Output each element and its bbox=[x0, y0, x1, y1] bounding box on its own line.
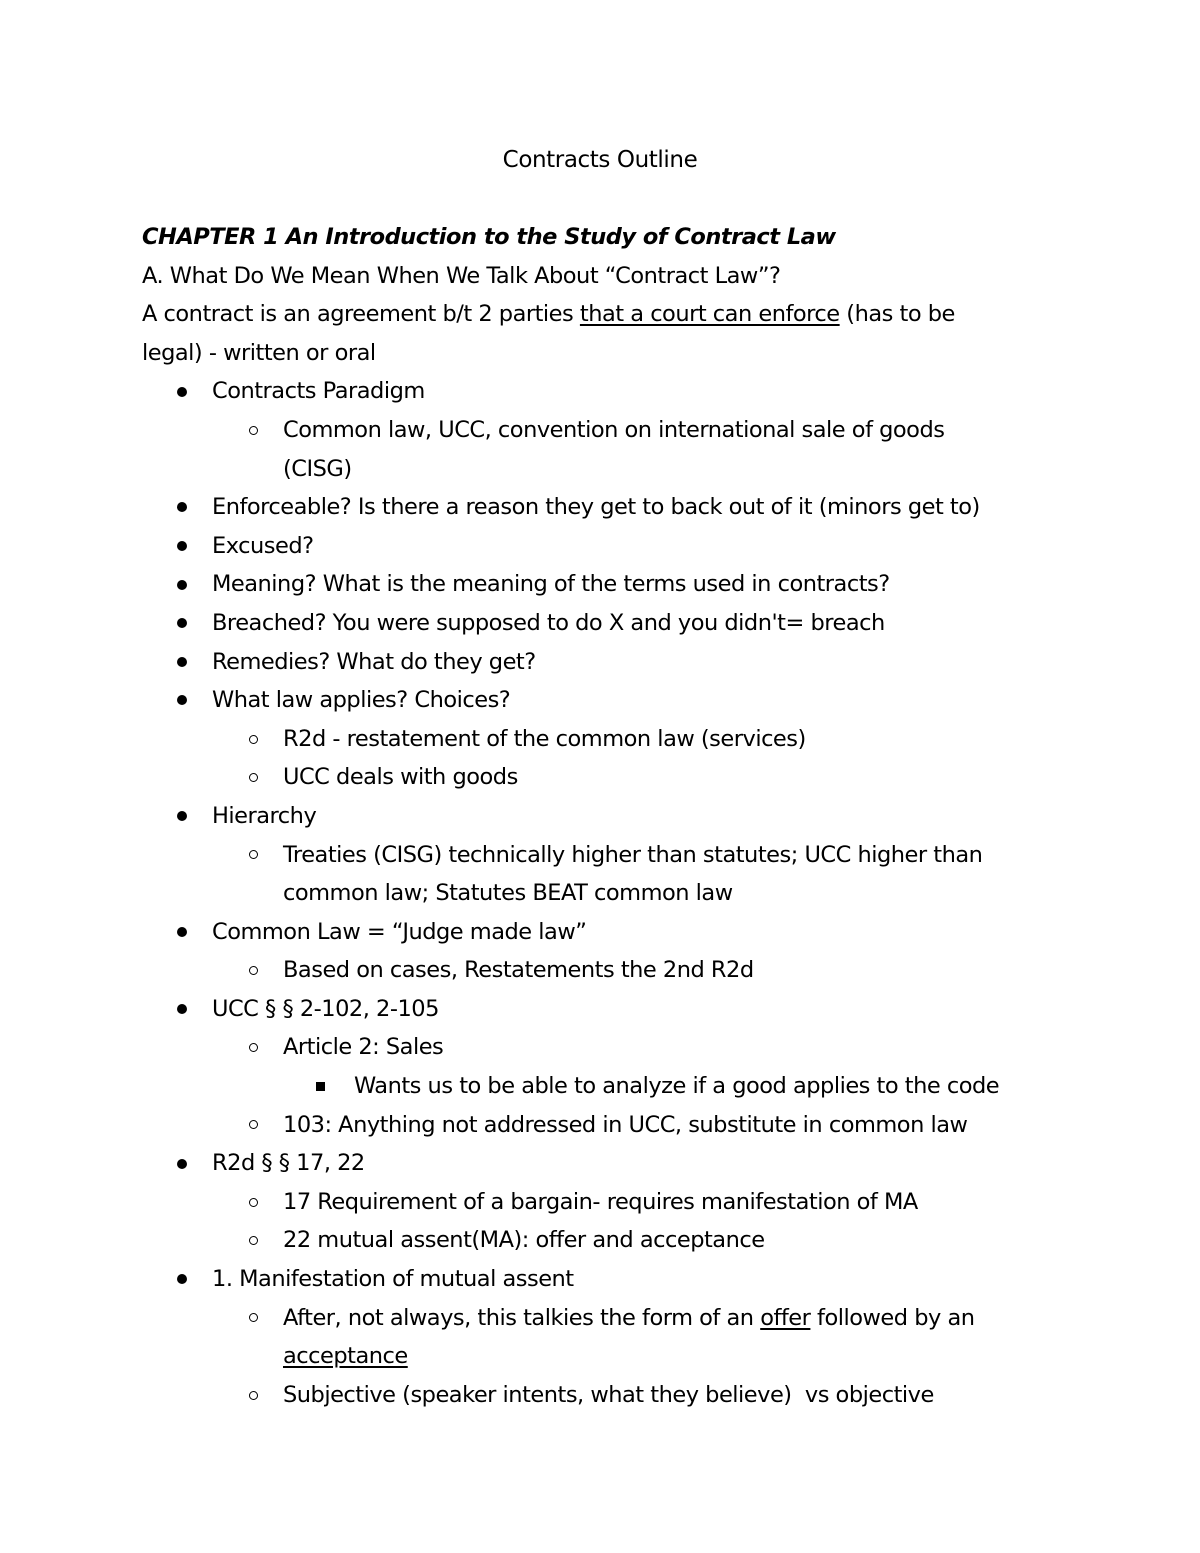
bullet-circle-icon bbox=[249, 1028, 258, 1067]
list-item-text: Based on cases, Restatements the 2nd R2d bbox=[283, 957, 754, 984]
section-heading: A. What Do We Mean When We Talk About “Contract Law”? bbox=[142, 262, 781, 289]
list-item bbox=[142, 720, 1062, 759]
list-item-continuation: (CISG) bbox=[283, 455, 352, 482]
list-item-text-part: After, not always, this talkies the form of an bbox=[283, 1304, 761, 1331]
list-item bbox=[142, 372, 1062, 411]
bullet-dot-icon bbox=[177, 565, 187, 604]
underlined-term-offer: offer bbox=[760, 1304, 811, 1331]
list-item bbox=[142, 990, 1062, 1029]
list-item-text bbox=[283, 1305, 975, 1331]
list-item-text: Article 2: Sales bbox=[283, 1034, 444, 1061]
bullet-circle-icon bbox=[249, 1299, 258, 1338]
list-item-text-part: followed by an bbox=[810, 1304, 975, 1331]
list-item-text: Remedies? What do they get? bbox=[212, 648, 536, 675]
list-item bbox=[142, 1299, 1062, 1338]
list-item bbox=[142, 1260, 1062, 1299]
list-item bbox=[142, 1144, 1062, 1183]
bullet-circle-icon bbox=[249, 758, 258, 797]
list-item bbox=[142, 527, 1062, 566]
list-item-text: Excused? bbox=[212, 532, 314, 559]
list-item bbox=[142, 1183, 1062, 1222]
bullet-circle-icon bbox=[249, 411, 258, 450]
bullet-dot-icon bbox=[177, 913, 187, 952]
bullet-circle-icon bbox=[249, 836, 258, 875]
list-item-text: UCC deals with goods bbox=[283, 764, 518, 791]
list-item bbox=[142, 951, 1062, 990]
list-item bbox=[142, 604, 1062, 643]
list-item-text: Contracts Paradigm bbox=[212, 378, 425, 405]
list-item-text: 103: Anything not addressed in UCC, substitute in common law bbox=[283, 1111, 968, 1138]
bullet-circle-icon bbox=[249, 720, 258, 759]
list-item-text: 17 Requirement of a bargain- requires manifestation of MA bbox=[283, 1188, 918, 1215]
bullet-dot-icon bbox=[177, 1144, 187, 1183]
bullet-circle-icon bbox=[249, 1221, 258, 1260]
list-item bbox=[142, 797, 1062, 836]
document-body bbox=[142, 218, 1062, 1414]
bullet-dot-icon bbox=[177, 604, 187, 643]
list-item bbox=[142, 565, 1062, 604]
bullet-dot-icon bbox=[177, 372, 187, 411]
bullet-dot-icon bbox=[177, 1260, 187, 1299]
list-item bbox=[142, 1106, 1062, 1145]
bullet-circle-icon bbox=[249, 1106, 258, 1145]
list-item-text: Wants us to be able to analyze if a good applies to the code bbox=[354, 1073, 1000, 1100]
bullet-dot-icon bbox=[177, 990, 187, 1029]
list-item-text: 22 mutual assent(MA): offer and acceptance bbox=[283, 1227, 765, 1254]
bullet-dot-icon bbox=[177, 643, 187, 682]
intro-paragraph-line-2: legal) - written or oral bbox=[142, 339, 376, 366]
list-item bbox=[142, 758, 1062, 797]
bullet-dot-icon bbox=[177, 681, 187, 720]
intro-paragraph-line-1 bbox=[142, 295, 1062, 334]
list-item bbox=[142, 913, 1062, 952]
intro-text-continued: (has to be bbox=[839, 301, 955, 328]
list-item bbox=[142, 1376, 1062, 1415]
list-item bbox=[142, 411, 1062, 450]
bullet-dot-icon bbox=[177, 527, 187, 566]
bullet-circle-icon bbox=[249, 1376, 258, 1415]
bullet-circle-icon bbox=[249, 1183, 258, 1222]
list-item bbox=[142, 643, 1062, 682]
bullet-dot-icon bbox=[177, 488, 187, 527]
list-item-text: What law applies? Choices? bbox=[212, 687, 511, 714]
bullet-circle-icon bbox=[249, 951, 258, 990]
list-item bbox=[142, 1067, 1062, 1106]
list-item-text: Common Law = “Judge made law” bbox=[212, 918, 587, 945]
list-item-text: Hierarchy bbox=[212, 802, 317, 829]
list-item-text: R2d § § 17, 22 bbox=[212, 1150, 365, 1177]
intro-text: A contract is an agreement b/t 2 parties bbox=[142, 301, 580, 328]
list-item-text: 1. Manifestation of mutual assent bbox=[212, 1266, 574, 1293]
list-item-text: Meaning? What is the meaning of the terms used in contracts? bbox=[212, 571, 890, 598]
intro-underlined-text: that a court can enforce bbox=[579, 301, 840, 328]
list-item-continuation bbox=[142, 1337, 1062, 1376]
list-item bbox=[142, 681, 1062, 720]
bullet-dot-icon bbox=[177, 797, 187, 836]
underlined-term-acceptance: acceptance bbox=[283, 1343, 408, 1370]
list-item bbox=[142, 1028, 1062, 1067]
list-item bbox=[142, 488, 1062, 527]
list-item-continuation: common law; Statutes BEAT common law bbox=[283, 880, 733, 907]
list-item bbox=[142, 1221, 1062, 1260]
list-item-text: Common law, UCC, convention on international sale of goods bbox=[283, 416, 945, 443]
list-item bbox=[142, 836, 1062, 875]
chapter-heading: CHAPTER 1 An Introduction to the Study of Contract Law bbox=[142, 224, 836, 250]
list-item-text: R2d - restatement of the common law (services) bbox=[283, 725, 806, 752]
list-item-text: Breached? You were supposed to do X and you didn't= breach bbox=[212, 609, 885, 636]
list-item-text: Enforceable? Is there a reason they get to back out of it (minors get to) bbox=[212, 494, 980, 521]
list-item-text: UCC § § 2-102, 2-105 bbox=[212, 995, 439, 1022]
list-item-text: Subjective (speaker intents, what they believe) vs objective bbox=[283, 1381, 934, 1408]
list-item-text: Treaties (CISG) technically higher than statutes; UCC higher than bbox=[283, 841, 983, 868]
bullet-square-icon bbox=[316, 1067, 325, 1106]
document-title: Contracts Outline bbox=[502, 147, 698, 173]
